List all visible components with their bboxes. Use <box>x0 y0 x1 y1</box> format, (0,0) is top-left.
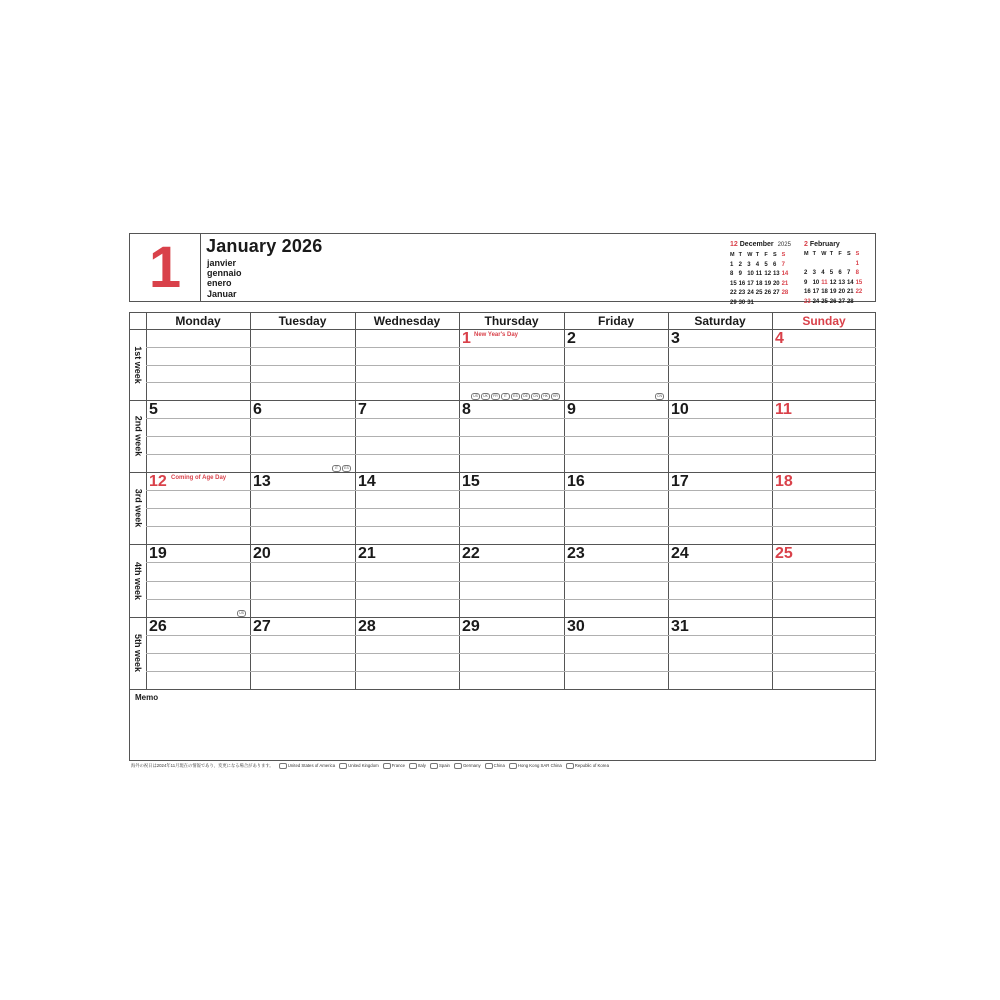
country-mark: UK <box>481 393 490 400</box>
week-label <box>130 472 146 544</box>
week-label-text: 1st week <box>133 345 143 384</box>
month-number: 1 <box>130 234 201 301</box>
footer-country <box>279 763 335 768</box>
country-mark-icon <box>339 763 347 769</box>
footer-country-name: Italy <box>418 763 426 769</box>
mini-day: 26 <box>829 298 837 305</box>
country-mark: CN <box>532 394 539 398</box>
mini-weekday: S <box>846 251 851 257</box>
footer-country-name: United States of America <box>287 763 336 769</box>
day-number: 11 <box>775 401 792 418</box>
day-number: 17 <box>671 473 689 490</box>
row-divider <box>130 472 876 473</box>
mini-day: 23 <box>804 298 811 305</box>
mini-day <box>804 260 813 270</box>
mini-day: 16 <box>738 280 746 287</box>
column-divider <box>564 313 565 689</box>
country-mark-icon <box>409 763 417 769</box>
country-holiday-marks <box>236 610 246 619</box>
footer-country-name: France <box>391 763 406 769</box>
mini-day: 5 <box>764 261 768 268</box>
mini-day: 21 <box>781 280 789 287</box>
writing-line <box>146 436 876 437</box>
mini-calendar-table <box>730 251 790 308</box>
mini-day: 19 <box>764 280 772 287</box>
mini-month-name: February <box>807 241 840 248</box>
country-mark-icon <box>454 763 462 769</box>
mini-day: 13 <box>838 279 846 286</box>
mini-day: 29 <box>730 299 737 306</box>
mini-month-number: 12 <box>730 241 738 248</box>
footer-country-name: Spain <box>438 763 450 769</box>
country-mark-icon <box>430 763 438 769</box>
mini-day: 28 <box>846 298 854 305</box>
mini-day: 14 <box>846 279 854 286</box>
country-mark: CN <box>656 394 663 398</box>
mini-day: 26 <box>764 290 772 296</box>
day-number: 25 <box>775 545 793 562</box>
mini-day: 27 <box>772 290 780 296</box>
mini-day <box>756 299 765 309</box>
footer-country <box>383 763 405 768</box>
mini-day: 4 <box>755 261 760 268</box>
mini-day: 28 <box>781 290 789 296</box>
day-number: 6 <box>253 401 262 418</box>
month-name-spanish: enero <box>207 278 232 288</box>
day-number: 10 <box>671 401 689 418</box>
day-number: 9 <box>567 401 576 418</box>
mini-day: 3 <box>812 270 816 276</box>
mini-weekday: W <box>747 252 753 258</box>
column-divider <box>146 313 147 689</box>
mini-day: 25 <box>755 290 763 296</box>
mini-day: 3 <box>747 261 751 268</box>
mini-day: 12 <box>829 279 837 286</box>
writing-line <box>146 508 876 509</box>
mini-weekday: T <box>812 251 816 257</box>
footer-note: 海外の祝日は2024年11月現在の情報であり、変更になる場合があります。 <box>131 763 274 769</box>
mini-day: 10 <box>747 271 754 277</box>
mini-weekday: S <box>781 252 786 258</box>
mini-day: 31 <box>747 299 754 306</box>
writing-line <box>146 382 876 383</box>
writing-line <box>146 490 876 491</box>
mini-day: 18 <box>755 280 763 287</box>
month-name-italian: gennaio <box>207 268 242 278</box>
mini-day: 5 <box>829 270 834 276</box>
mini-weekday: W <box>821 251 827 257</box>
mini-day: 7 <box>846 270 851 276</box>
mini-day: 17 <box>812 289 820 295</box>
day-number: 1 <box>462 330 471 347</box>
day-number: 28 <box>358 618 376 635</box>
mini-weekday: S <box>772 252 777 258</box>
footer-country <box>430 763 450 768</box>
column-header-wednesday: Wednesday <box>373 314 441 328</box>
column-divider <box>772 313 773 689</box>
country-mark: FR <box>491 393 500 400</box>
writing-line <box>146 653 876 654</box>
column-divider <box>459 313 460 689</box>
footer-country-name: United Kingdom <box>348 763 379 769</box>
row-divider <box>130 689 876 690</box>
mini-day <box>782 299 791 309</box>
writing-line <box>146 562 876 563</box>
writing-line <box>146 365 876 366</box>
month-grid <box>129 312 876 761</box>
column-divider <box>355 313 356 689</box>
country-mark-icon <box>485 763 493 769</box>
mini-day: 12 <box>764 271 772 277</box>
day-number: 19 <box>149 545 167 562</box>
mini-weekday: F <box>764 252 768 258</box>
country-mark-icon <box>509 763 517 769</box>
column-header-monday: Monday <box>175 314 221 328</box>
day-number: 21 <box>358 545 376 562</box>
mini-day: 27 <box>838 298 846 305</box>
column-divider <box>250 313 251 689</box>
mini-day <box>847 260 856 270</box>
day-number: 8 <box>462 401 471 418</box>
day-number: 23 <box>567 545 585 562</box>
mini-day: 1 <box>730 261 734 268</box>
day-number: 5 <box>149 401 158 418</box>
week-label-text: 4th week <box>133 561 143 600</box>
mini-day: 2 <box>804 270 808 276</box>
footer-country-name: Hong Kong SAR China <box>517 763 562 769</box>
day-number: 26 <box>149 618 167 635</box>
footer-country <box>485 763 505 768</box>
writing-line <box>146 454 876 455</box>
mini-day: 24 <box>812 298 820 305</box>
country-mark: HK <box>541 393 550 400</box>
mini-weekday: T <box>755 252 760 258</box>
footer-country <box>509 763 562 768</box>
mini-day: 10 <box>812 279 820 286</box>
mini-day: 22 <box>855 289 863 295</box>
footer-country <box>339 763 379 768</box>
week-label <box>130 329 146 400</box>
country-mark: US <box>237 610 246 617</box>
day-number: 30 <box>567 618 585 635</box>
footer-country <box>566 763 609 768</box>
mini-day <box>856 298 865 308</box>
day-number: 15 <box>462 473 480 490</box>
mini-day: 21 <box>846 289 854 295</box>
day-number: 27 <box>253 618 271 635</box>
country-mark-icon <box>383 763 391 769</box>
country-holiday-marks <box>470 393 560 402</box>
mini-day: 20 <box>772 280 780 287</box>
day-number: 20 <box>253 545 271 562</box>
week-label <box>130 544 146 617</box>
country-mark: DE <box>521 393 530 400</box>
country-mark: US <box>471 393 480 400</box>
month-name-french: janvier <box>207 258 237 268</box>
mini-calendar-title <box>804 240 866 249</box>
day-number: 7 <box>358 401 367 418</box>
writing-line <box>146 581 876 582</box>
mini-calendar-next-month <box>804 240 866 307</box>
day-number: 16 <box>567 473 585 490</box>
mini-day: 8 <box>730 271 734 277</box>
writing-line <box>146 418 876 419</box>
mini-calendar-table <box>804 250 864 307</box>
mini-year: 2025 <box>777 242 791 248</box>
month-name-german: Januar <box>207 289 237 299</box>
month-title: January 2026 <box>206 236 323 256</box>
mini-day <box>764 299 773 309</box>
row-divider <box>130 329 876 330</box>
holiday-label: Coming of Age Day <box>171 475 227 481</box>
mini-day: 23 <box>738 290 746 296</box>
mini-day: 13 <box>772 271 780 277</box>
country-mark-icon <box>566 763 574 769</box>
mini-day: 1 <box>855 260 859 267</box>
month-header <box>129 233 876 306</box>
mini-day: 6 <box>772 261 777 268</box>
footer-country <box>409 763 426 768</box>
country-mark: KR <box>551 393 560 400</box>
mini-day: 14 <box>781 271 789 277</box>
memo-label: Memo <box>135 693 159 702</box>
mini-weekday: M <box>804 251 809 257</box>
mini-day: 8 <box>855 270 859 276</box>
week-label-text: 2nd week <box>133 415 143 457</box>
week-label-text: 3rd week <box>133 488 143 528</box>
column-header-thursday: Thursday <box>484 314 539 328</box>
day-number: 18 <box>775 473 793 490</box>
day-number: 14 <box>358 473 376 490</box>
mini-day: 11 <box>821 279 828 286</box>
mini-day: 22 <box>730 290 737 296</box>
day-number: 24 <box>671 545 689 562</box>
day-number: 12 <box>149 473 167 490</box>
country-holiday-marks <box>331 465 351 474</box>
mini-day: 30 <box>738 299 746 306</box>
footer-country-name: Germany <box>462 763 481 769</box>
mini-weekday: T <box>738 252 742 258</box>
mini-calendar-title <box>730 240 792 250</box>
mini-day: 11 <box>755 271 763 277</box>
country-mark: IT <box>332 465 341 472</box>
mini-day: 7 <box>781 261 785 268</box>
mini-day: 16 <box>804 289 811 295</box>
column-header-sunday: Sunday <box>802 314 846 328</box>
week-label <box>130 617 146 689</box>
mini-day: 15 <box>730 280 737 287</box>
week-label <box>130 400 146 472</box>
day-number: 13 <box>253 473 271 490</box>
column-header-friday: Friday <box>597 314 634 328</box>
mini-weekday: M <box>730 252 735 258</box>
mini-day <box>813 260 822 270</box>
mini-day: 20 <box>838 289 846 295</box>
writing-line <box>146 635 876 636</box>
mini-day: 6 <box>838 270 842 276</box>
day-number: 2 <box>567 330 576 347</box>
writing-line <box>146 526 876 527</box>
country-mark: ES <box>511 393 520 400</box>
mini-month-number: 2 <box>804 241 808 248</box>
mini-weekday: S <box>855 251 860 257</box>
week-label-text: 5th week <box>133 633 143 673</box>
mini-day: 18 <box>821 289 828 295</box>
mini-weekday: T <box>829 251 834 257</box>
writing-line <box>146 599 876 600</box>
footer-country <box>454 763 481 768</box>
footer-country-name: Republic of Korea <box>574 763 609 769</box>
mini-day: 15 <box>855 279 863 286</box>
day-number: 22 <box>462 545 480 562</box>
country-holiday-marks <box>654 393 664 402</box>
holiday-label: New Year's Day <box>474 332 519 338</box>
mini-calendar-previous-month <box>730 240 792 308</box>
country-mark: IT <box>501 393 510 400</box>
mini-day: 9 <box>738 271 742 277</box>
column-divider <box>668 313 669 689</box>
writing-line <box>146 347 876 348</box>
mini-day: 17 <box>747 280 754 287</box>
mini-day <box>773 299 782 309</box>
country-mark: ES <box>342 465 351 472</box>
writing-line <box>146 671 876 672</box>
day-number: 4 <box>775 330 784 347</box>
country-mark-icon <box>279 763 287 769</box>
mini-day <box>821 260 830 270</box>
mini-day <box>838 260 847 270</box>
mini-day: 2 <box>738 261 742 268</box>
column-header-saturday: Saturday <box>694 314 746 328</box>
row-divider <box>130 544 876 545</box>
column-header-tuesday: Tuesday <box>278 314 327 328</box>
day-number: 3 <box>671 330 680 347</box>
footer-country-name: China <box>493 763 505 769</box>
mini-weekday: F <box>838 251 842 257</box>
day-number: 29 <box>462 618 480 635</box>
mini-day: 25 <box>821 298 828 305</box>
mini-day: 19 <box>829 289 837 295</box>
footer-legend <box>131 763 609 769</box>
day-number: 31 <box>671 618 689 635</box>
mini-day: 24 <box>747 290 754 296</box>
mini-day: 9 <box>804 279 808 286</box>
mini-month-name: December <box>737 241 774 248</box>
mini-day <box>830 260 839 270</box>
mini-day: 4 <box>821 270 825 276</box>
